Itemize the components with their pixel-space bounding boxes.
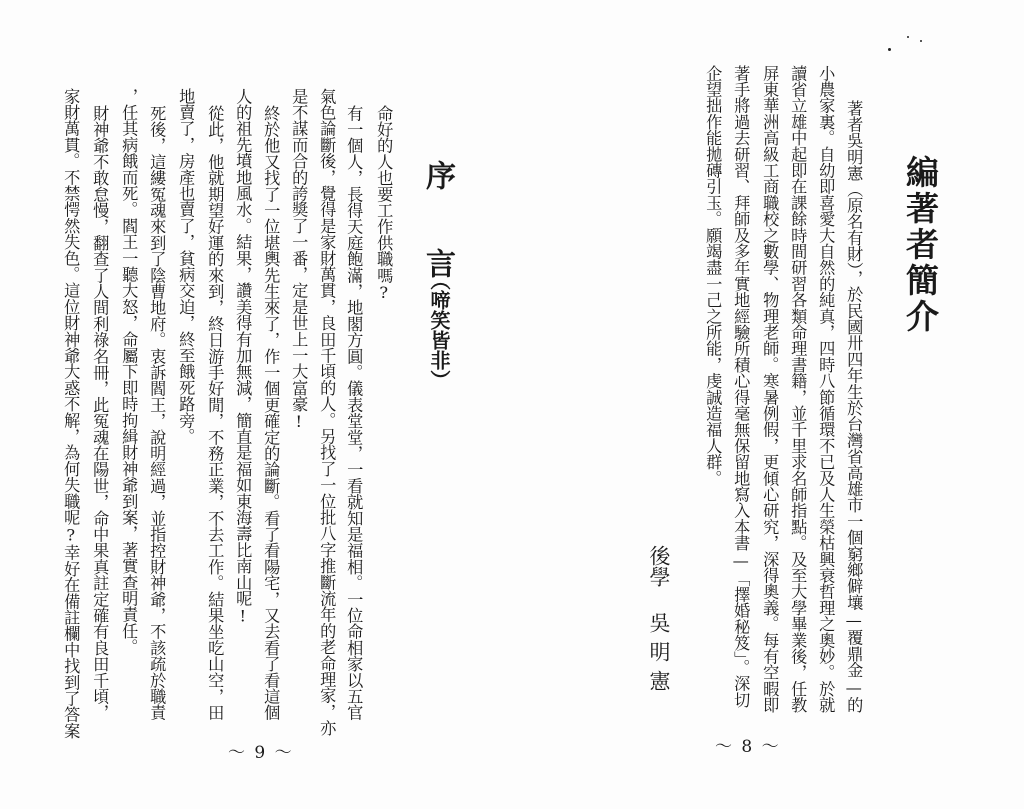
text-column: 死後，這縷冤魂來到了陰曹地府。衷訴閻王，說明經過，並指控財神爺，不該疏於職責 xyxy=(147,105,167,721)
text-column: 從此，他就期望好運的來到，終日游手好閒，不務正業，不去工作。結果坐吃山空，田 xyxy=(205,105,225,721)
text-column: 終於他又找了一位堪輿先生來了，作一個更確定的論斷。看了看陽宅，又去看了看這個 xyxy=(261,105,281,721)
author-bio-title: 編著者簡介 xyxy=(901,155,940,335)
text-column: 命好的人也要工作供職嗎? xyxy=(374,105,394,303)
text-column: 屏東華洲高級工商職校之數學、物理老師。寒暑例假，更傾心研究，深得奧義。每有空暇即 xyxy=(760,65,780,713)
text-column: 是不謀而合的誇獎了一番，定是世上一大富豪! xyxy=(289,88,309,431)
preface-title: 序 言 xyxy=(420,160,455,292)
text-column: ，任其病餓而死。閻王一聽大怒，命屬下即時拘緝財神爺到案，著實查明責任。 xyxy=(119,88,139,655)
text-column: 小農家裏。自幼即喜愛大自然的純真，四時八節循環不已及人生榮枯興衰哲理之奧妙。於就 xyxy=(816,65,836,713)
scan-speck xyxy=(888,48,891,51)
page-number: ～ 8 ～ xyxy=(715,737,781,757)
scan-speck xyxy=(920,40,922,42)
text-column: 企望拙作能拋磚引玉。願竭盡一己之所能，虔誠造福人群。 xyxy=(703,65,723,487)
preface-subtitle: （啼笑皆非） xyxy=(427,270,451,390)
text-column: 氣色論斷後，覺得是家財萬貫，良田千頃的人。另找了一位批八字推斷流年的老命理家，亦 xyxy=(317,88,337,736)
signature-name: 吳明憲 xyxy=(647,612,671,699)
scan-speck xyxy=(907,36,909,38)
text-column: 著者吳明憲（原名有財），於民國卅四年生於台灣省高雄市一個窮鄉僻壤—覆鼎金—的 xyxy=(844,100,864,714)
text-column: 地賣了，房產也賣了，貧病交迫，終至餓死路旁。 xyxy=(176,88,196,445)
signature-prefix: 後學 xyxy=(647,545,671,587)
right-page xyxy=(512,0,1024,809)
page-number: ～ 9 ～ xyxy=(228,743,294,763)
text-column: 著手將過去研習、拜師及多年實地經驗所積心得毫無保留地寫入本書—「擇婚秘笈」。深切 xyxy=(731,65,751,708)
text-column: 財神爺不敢怠慢，翻查了人間利祿名冊，此冤魂在陽世，命中果真註定確有良田千頃， xyxy=(90,105,110,721)
text-column: 讀省立雄中起即在課餘時間研習各類命理書籍，並千里求名師指點。及至大學畢業後，任教 xyxy=(788,65,808,713)
text-column: 人的祖先墳地風水。結果，讚美得有加無減，簡直是福如東海壽比南山呢! xyxy=(233,88,253,626)
text-column: 家財萬貫。不禁愕然失色。這位財神爺大惑不解，為何失職呢?幸好在備註欄中找到了答案 xyxy=(61,88,81,739)
text-column: 有一個人，長得天庭飽滿，地閣方圓。儀表堂堂，一看就知是福相。一位命相家以五官 xyxy=(344,105,364,721)
